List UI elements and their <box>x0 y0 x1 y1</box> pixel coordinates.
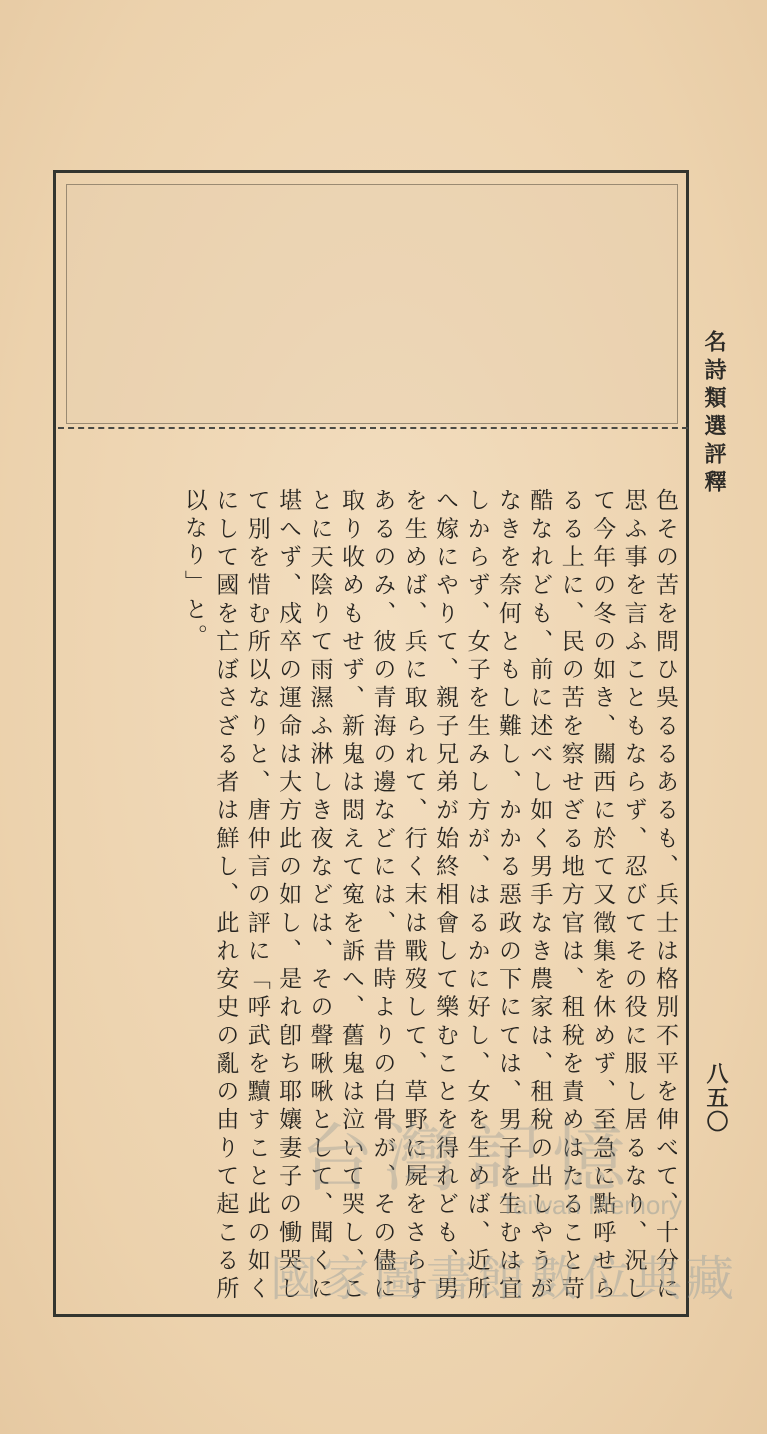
dashed-divider <box>58 427 688 429</box>
page-number: 八五〇 <box>703 1062 729 1134</box>
watermark-library: 國家圖書館數位典藏 <box>270 1251 739 1307</box>
upper-margin-box <box>66 184 678 424</box>
watermark-english: Taiwan Memory <box>500 1190 683 1220</box>
book-title: 名詩類選評釋 <box>701 330 727 498</box>
body-text: 色その苦を問ひ吳るるあるも、兵士は格別不平を伸べて、十分に思ふ事を言ふこともならず、忍びてその役に服し居るなり、況して今年の冬の如き、關西に於て又徵集を休めず、至急に點呼せらるる上に、民の苦を察せざる地方官は、租稅を責めはたること苛酷なれども、前に述べし如く男手なき農家は、租稅の出しやうがなきを奈何ともし難し、かかる惡政の下にては、男子を生むは宜しからず、女子を生みし方が、はるかに好し、女を生めば、近所へ嫁にやりて、親子兄弟が始終相會して樂むことを得れども、男を生めば、兵に取られて、行く末は戰歿して、草野に屍をさらすあるのみ、彼の青海の邊などには、昔時よりの白骨が、その儘に取り收めもせず、新鬼は悶えて寃を訴へ、舊鬼は泣いて哭し、ことに天陰りて雨濕ふ淋しき夜などは、その聲啾啾として、聞くに堪へず、戍卒の運命は大方此の如し、是れ卽ち耶孃妻子の慟哭して別を惜む所以なりと、唐仲言の評に「呼武を黷すこと此の如くにして國を亡ぼさざる者は鮮し、此れ安史の亂の由りて起こる所以なり」と。 <box>180 488 678 1303</box>
watermark-brand: 台灣記憶 <box>300 1116 636 1202</box>
